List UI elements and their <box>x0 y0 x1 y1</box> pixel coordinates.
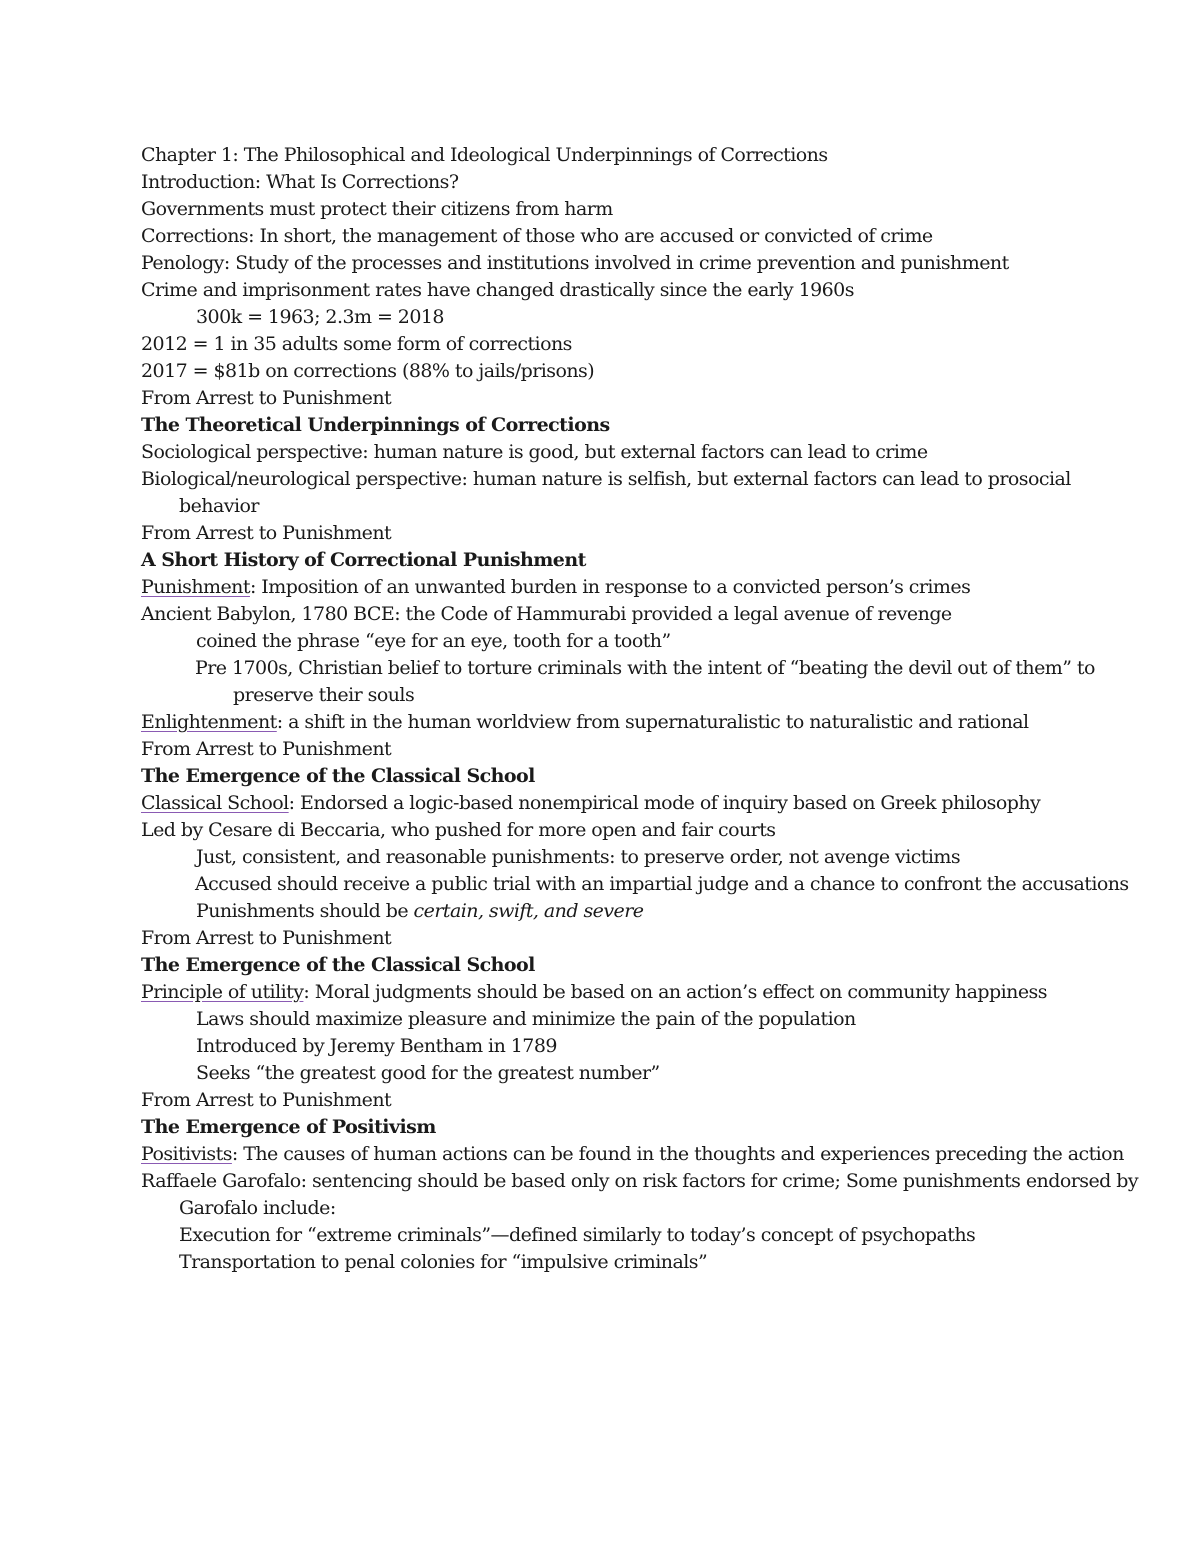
document-body <box>141 142 1141 1276</box>
note-line: Biological/neurological perspective: human nature is selfish, but external factors can lead to prosocial behavior <box>141 468 1071 517</box>
note-subline: Laws should maximize pleasure and minimize the pain of the population <box>196 1008 856 1030</box>
definition-line <box>141 574 1141 601</box>
note-line: Penology: Study of the processes and institutions involved in crime prevention and punishment <box>141 252 1009 274</box>
term-enlightenment: Enlightenment <box>141 711 277 733</box>
definition-text: : The causes of human actions can be found in the thoughts and experiences preceding the action <box>231 1143 1124 1165</box>
note-line: Corrections: In short, the management of those who are accused or convicted of crime <box>141 225 933 247</box>
source-line: From Arrest to Punishment <box>141 1089 392 1111</box>
definition-text: : a shift in the human worldview from supernaturalistic to naturalistic and rational <box>276 711 1029 733</box>
note-line: Governments must protect their citizens from harm <box>141 198 613 220</box>
note-subline: Pre 1700s, Christian belief to torture criminals with the intent of “beating the devil out of them” to preserve their souls <box>195 657 1095 706</box>
note-subline: Execution for “extreme criminals”—defined similarly to today’s concept of psychopaths <box>179 1224 976 1246</box>
definition-line <box>141 979 1141 1006</box>
note-line: 2012 = 1 in 35 adults some form of corrections <box>141 333 572 355</box>
note-subline: Transportation to penal colonies for “impulsive criminals” <box>179 1251 708 1273</box>
definition-line <box>141 790 1141 817</box>
term-positivists: Positivists <box>141 1143 232 1165</box>
note-subline: 300k = 1963; 2.3m = 2018 <box>196 306 444 328</box>
source-line: From Arrest to Punishment <box>141 387 392 409</box>
definition-line <box>141 1141 1141 1168</box>
emphasis-text: certain, swift, and severe <box>413 900 644 922</box>
note-subline <box>141 898 1141 925</box>
note-line: 2017 = $81b on corrections (88% to jails/prisons) <box>141 360 595 382</box>
term-punishment: Punishment <box>141 576 250 598</box>
note-line: Led by Cesare di Beccaria, who pushed for more open and fair courts <box>141 819 776 841</box>
source-line: From Arrest to Punishment <box>141 927 392 949</box>
note-line: Crime and imprisonment rates have changed drastically since the early 1960s <box>141 279 854 301</box>
definition-text: : Endorsed a logic-based nonempirical mode of inquiry based on Greek philosophy <box>288 792 1041 814</box>
intro-heading: Introduction: What Is Corrections? <box>141 171 459 193</box>
note-line: Sociological perspective: human nature is good, but external factors can lead to crime <box>141 441 928 463</box>
chapter-title: Chapter 1: The Philosophical and Ideological Underpinnings of Corrections <box>141 144 828 166</box>
note-subline: Accused should receive a public trial with an impartial judge and a chance to confront the accusations <box>195 873 1129 895</box>
section-heading: The Emergence of Positivism <box>141 1116 436 1138</box>
note-text: Punishments should be <box>196 900 414 922</box>
definition-text: : Imposition of an unwanted burden in response to a convicted person’s crimes <box>249 576 971 598</box>
note-line: Ancient Babylon, 1780 BCE: the Code of Hammurabi provided a legal avenue of revenge <box>141 603 952 625</box>
definition-text: : Moral judgments should be based on an action’s effect on community happiness <box>303 981 1047 1003</box>
note-subline: Seeks “the greatest good for the greatest number” <box>196 1062 660 1084</box>
section-heading: The Emergence of the Classical School <box>141 954 535 976</box>
note-line: Raffaele Garofalo: sentencing should be based only on risk factors for crime; Some punishments endorsed by Garofalo include: <box>141 1170 1139 1219</box>
source-line: From Arrest to Punishment <box>141 738 392 760</box>
section-heading: A Short History of Correctional Punishment <box>141 549 586 571</box>
note-subline: coined the phrase “eye for an eye, tooth for a tooth” <box>196 630 671 652</box>
source-line: From Arrest to Punishment <box>141 522 392 544</box>
definition-line <box>141 709 1141 736</box>
term-principle-of-utility: Principle of utility <box>141 981 304 1003</box>
note-subline: Just, consistent, and reasonable punishments: to preserve order, not avenge victims <box>196 846 961 868</box>
section-heading: The Emergence of the Classical School <box>141 765 535 787</box>
note-subline: Introduced by Jeremy Bentham in 1789 <box>196 1035 557 1057</box>
term-classical-school: Classical School <box>141 792 289 814</box>
section-heading: The Theoretical Underpinnings of Corrections <box>141 414 610 436</box>
